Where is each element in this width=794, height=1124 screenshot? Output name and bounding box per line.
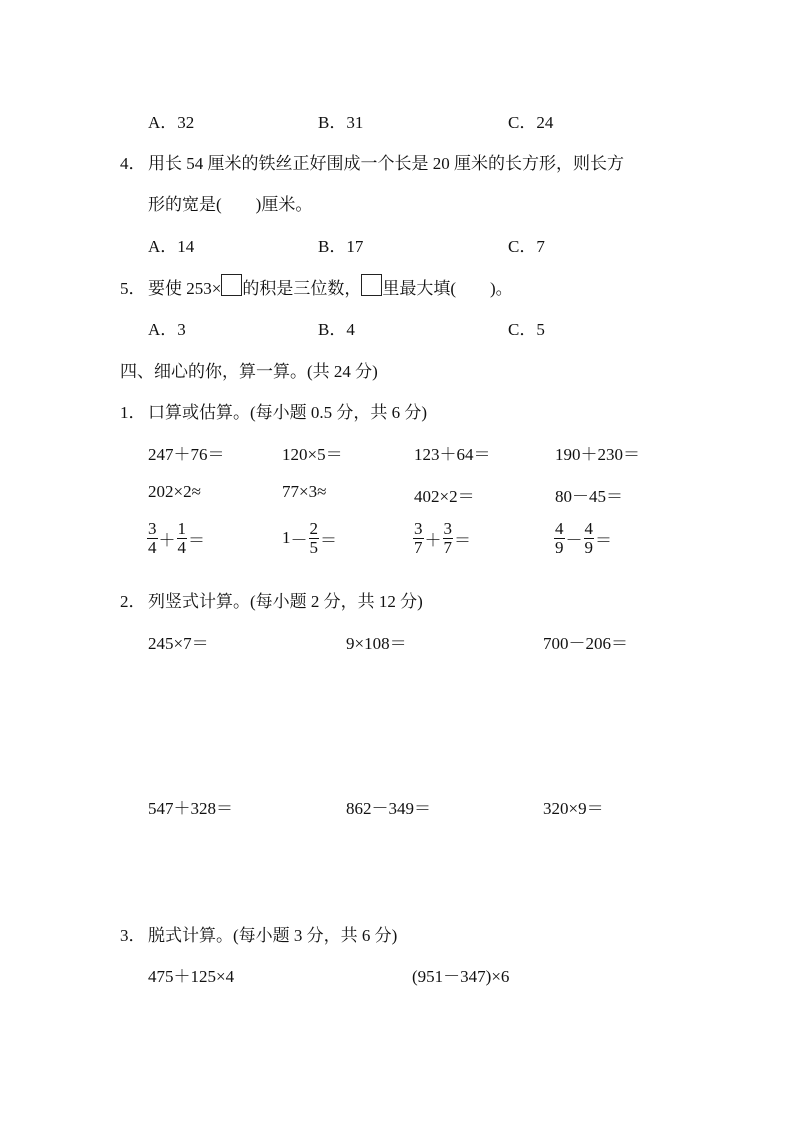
step-calc-item: 475＋125×4 (148, 967, 235, 986)
q4-option-b: B．17 (318, 237, 364, 256)
q5-text (148, 274, 513, 299)
part2-title: 列竖式计算。(每小题 2 分，共 12 分) (148, 592, 423, 611)
vertical-calc-item: 245×7＝ (148, 634, 209, 653)
q5-number: 5． (120, 279, 146, 298)
section4-title: 四、细心的你，算一算。(共 24 分) (120, 362, 378, 381)
numerator: 3 (148, 519, 157, 538)
q3-option-b: B．31 (318, 113, 364, 132)
vertical-calc-item: 547＋328＝ (148, 799, 233, 818)
part2-number: 2． (120, 592, 146, 611)
fraction (554, 520, 565, 557)
fraction-item (282, 520, 337, 557)
vertical-calc-item: 700－206＝ (543, 634, 628, 653)
q4-option-a: A．14 (148, 237, 195, 256)
equals-sign: ＝ (320, 530, 337, 550)
q4-option-c: C．7 (508, 237, 545, 256)
vertical-calc-item: 862－349＝ (346, 799, 431, 818)
vertical-calc-item: 9×108＝ (346, 634, 407, 653)
denominator: 9 (555, 537, 564, 557)
numerator: 1 (177, 519, 186, 538)
mental-math-item: 190＋230＝ (555, 445, 640, 464)
answer-box (221, 274, 242, 296)
mental-math-item: 202×2≈ (148, 482, 201, 501)
denominator: 7 (443, 537, 452, 557)
denominator: 9 (584, 537, 593, 557)
equals-sign: ＝ (454, 530, 471, 550)
mental-math-item: 120×5＝ (282, 445, 343, 464)
numerator: 4 (584, 519, 593, 538)
operator: － (565, 530, 583, 550)
numerator: 4 (555, 519, 564, 538)
fraction-item (553, 520, 612, 557)
equals-sign: ＝ (188, 530, 205, 550)
q5-text-a: 要使 253× (148, 279, 222, 298)
fraction (584, 520, 595, 557)
mental-math-item: 80－45＝ (555, 487, 623, 506)
fraction (147, 520, 158, 557)
q5-text-c: 里最大填( )。 (382, 279, 513, 298)
vertical-calc-item: 320×9＝ (543, 799, 604, 818)
denominator: 4 (148, 537, 157, 557)
mental-math-item: 247＋76＝ (148, 445, 225, 464)
fraction (443, 520, 454, 557)
numerator: 3 (443, 519, 452, 538)
fraction-item (146, 520, 205, 557)
part3-number: 3． (120, 926, 146, 945)
part1-title: 口算或估算。(每小题 0.5 分，共 6 分) (148, 403, 428, 422)
operator: ＋ (158, 530, 176, 550)
mental-math-item: 402×2＝ (414, 487, 475, 506)
denominator: 5 (309, 537, 318, 557)
fraction (177, 520, 188, 557)
q3-option-c: C．24 (508, 113, 554, 132)
whole-number: 1 (282, 528, 291, 548)
numerator: 3 (414, 519, 423, 538)
denominator: 4 (177, 537, 186, 557)
q3-option-a: A．32 (148, 113, 195, 132)
mental-math-item: 77×3≈ (282, 482, 327, 501)
denominator: 7 (414, 537, 423, 557)
q5-option-a: A．3 (148, 320, 186, 339)
step-calc-item: (951－347)×6 (412, 967, 510, 986)
equals-sign: ＝ (595, 530, 612, 550)
q4-text-line1: 用长 54 厘米的铁丝正好围成一个长是 20 厘米的长方形，则长方 (148, 154, 624, 173)
fraction (309, 520, 320, 557)
q4-number: 4． (120, 154, 146, 173)
q5-option-b: B．4 (318, 320, 355, 339)
fraction-item (412, 520, 471, 557)
operator: ＋ (424, 530, 442, 550)
q5-option-c: C．5 (508, 320, 545, 339)
answer-box (361, 274, 382, 296)
part3-title: 脱式计算。(每小题 3 分，共 6 分) (148, 926, 398, 945)
q4-text-line2: 形的宽是( )厘米。 (148, 195, 313, 214)
operator: － (290, 530, 308, 550)
mental-math-item: 123＋64＝ (414, 445, 491, 464)
part1-number: 1． (120, 403, 146, 422)
numerator: 2 (309, 519, 318, 538)
q5-text-b: 的积是三位数， (242, 279, 362, 298)
fraction (413, 520, 424, 557)
